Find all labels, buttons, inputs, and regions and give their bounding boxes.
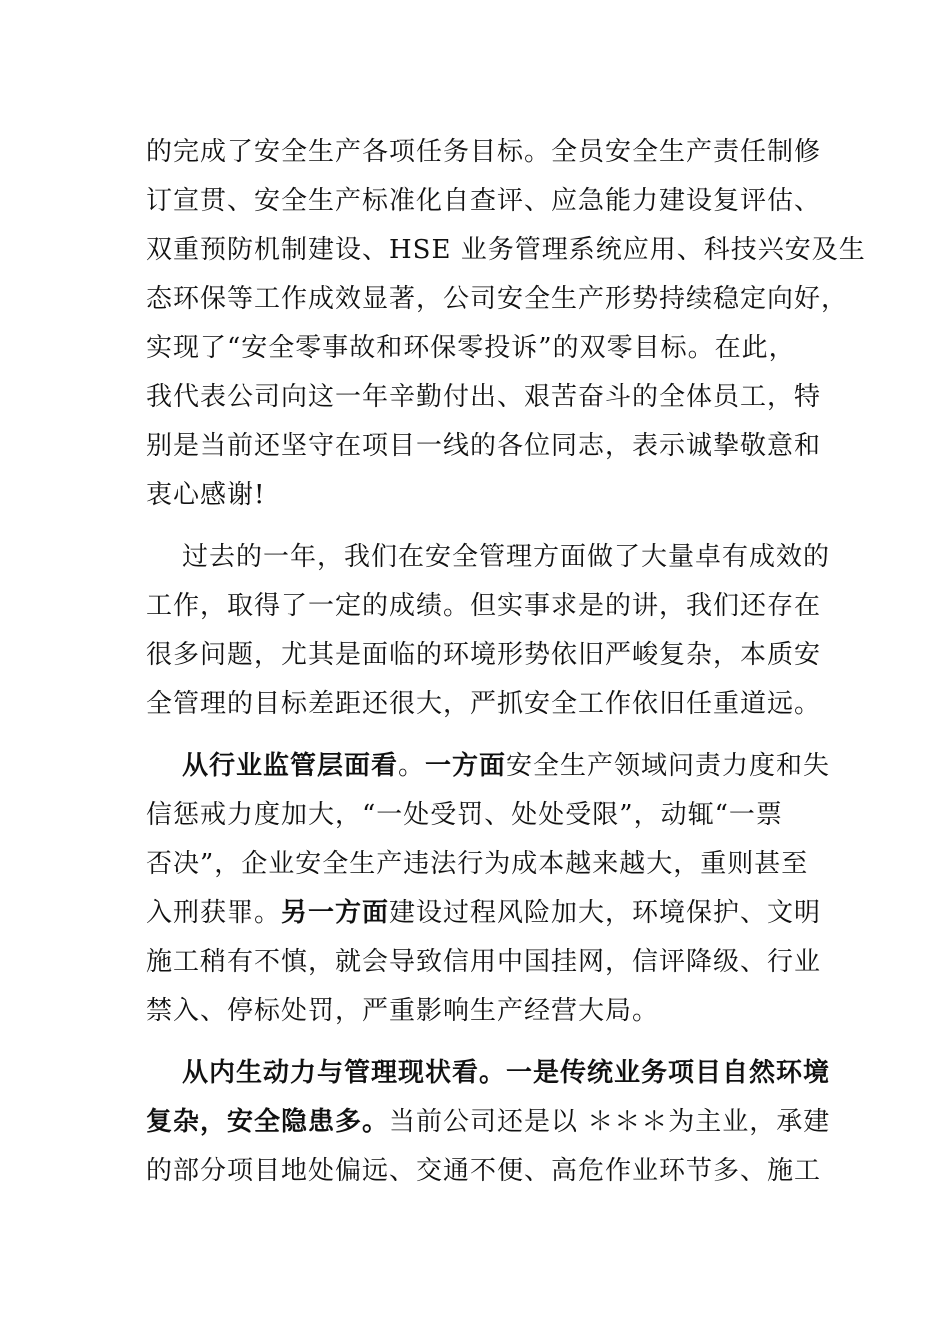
text-line bbox=[146, 226, 866, 275]
text-run: 入刑获罪。 bbox=[146, 898, 282, 928]
text-run: 过去的一年，我们在安全管理方面做了大量卓有成效的 bbox=[182, 542, 831, 572]
text-line bbox=[146, 742, 831, 791]
bold-heading-run: 一方面 bbox=[425, 751, 507, 781]
text-run: 态环保等工作成效显著，公司安全生产形势持续稳定向好， bbox=[146, 284, 849, 314]
paragraph-4 bbox=[146, 1049, 831, 1196]
text-run: 。 bbox=[398, 751, 426, 781]
text-run: 很多问题，尤其是面临的环境形势依旧严峻复杂，本质安 bbox=[146, 640, 822, 670]
paragraph-3 bbox=[146, 742, 831, 1036]
text-line bbox=[146, 275, 849, 324]
paragraph-spacer bbox=[146, 729, 816, 742]
bold-heading-run: 另一方面 bbox=[281, 898, 390, 928]
text-run: 别是当前还坚守在项目一线的各位同志，表示诚挚敬意和 bbox=[146, 431, 822, 461]
text-run: 否决”，企业安全生产违法行为成本越来越大，重则甚至 bbox=[146, 849, 809, 879]
text-line bbox=[146, 582, 822, 631]
text-line bbox=[146, 1049, 831, 1098]
text-run: 建设过程风险加大，环境保护、文明 bbox=[389, 898, 822, 928]
paragraph-2 bbox=[146, 533, 831, 729]
text-run: 的完成了安全生产各项任务目标。全员安全生产责任制修 bbox=[146, 137, 822, 167]
text-line bbox=[146, 791, 816, 840]
text-line bbox=[146, 1147, 822, 1196]
text-run: 当前公司还是以 ＊＊＊为主业，承建 bbox=[389, 1107, 831, 1137]
text-run: 信惩戒力度加大，“一处受罚、处处受限”，动辄“一票 bbox=[146, 800, 783, 830]
text-run: 订宣贯、安全生产标准化自查评、应急能力建设复评估、 bbox=[146, 186, 822, 216]
text-line bbox=[146, 177, 822, 226]
paragraph-spacer bbox=[146, 1036, 816, 1049]
text-run: 双重预防机制建设、HSE 业务管理系统应用、科技兴安及生 bbox=[146, 235, 866, 265]
text-line bbox=[146, 422, 822, 471]
document-body bbox=[146, 128, 866, 1196]
bold-heading-run: 从行业监管层面看 bbox=[182, 751, 399, 781]
text-line bbox=[146, 128, 822, 177]
text-line bbox=[146, 471, 816, 520]
text-line bbox=[146, 840, 816, 889]
bold-heading-run: 复杂，安全隐患多。 bbox=[146, 1107, 390, 1137]
text-run: 全管理的目标差距还很大，严抓安全工作依旧任重道远。 bbox=[146, 689, 822, 719]
paragraph-1 bbox=[146, 128, 866, 520]
text-line bbox=[146, 987, 816, 1036]
text-line bbox=[146, 324, 816, 373]
text-line bbox=[146, 680, 822, 729]
text-run: 的部分项目地处偏远、交通不便、高危作业环节多、施工 bbox=[146, 1156, 822, 1186]
text-run: 实现了“安全零事故和环保零投诉”的双零目标。在此， bbox=[146, 333, 796, 363]
text-run: 工作，取得了一定的成绩。但实事求是的讲，我们还存在 bbox=[146, 591, 822, 621]
text-line bbox=[146, 938, 822, 987]
text-run: 我代表公司向这一年辛勤付出、艰苦奋斗的全体员工，特 bbox=[146, 382, 822, 412]
text-run: 安全生产领域问责力度和失 bbox=[506, 751, 831, 781]
paragraph-spacer bbox=[146, 520, 816, 533]
text-line bbox=[146, 631, 822, 680]
text-run: 施工稍有不慎，就会导致信用中国挂网，信评降级、行业 bbox=[146, 947, 822, 977]
text-line bbox=[146, 1098, 831, 1147]
text-run: 衷心感谢! bbox=[146, 480, 266, 510]
text-line bbox=[146, 533, 831, 582]
text-run: 禁入、停标处罚，严重影响生产经营大局。 bbox=[146, 996, 660, 1026]
text-line bbox=[146, 373, 822, 422]
bold-heading-run: 从内生动力与管理现状看。一是传统业务项目自然环境 bbox=[182, 1058, 831, 1088]
text-line bbox=[146, 889, 822, 938]
